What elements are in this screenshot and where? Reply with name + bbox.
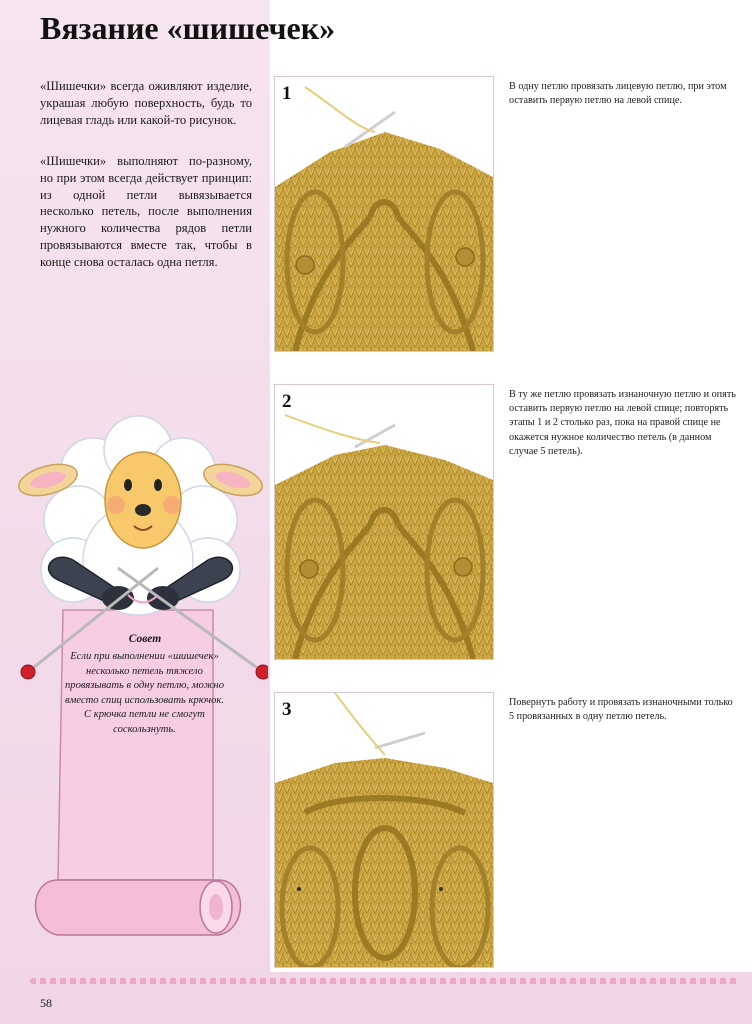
intro-paragraph-2: «Шишечки» выполняют по-разному, но при этом всегда действует принцип: из одной петли вывязывается несколько петель, после выполнения нужного количества рядов петли провязываются вместе так, чтобы в конце снова осталась одна петля. <box>40 154 252 269</box>
step-1-photo <box>274 76 494 352</box>
step-3-photo <box>274 692 494 968</box>
step-1-number: 1 <box>282 83 292 104</box>
page-number: 58 <box>40 996 52 1010</box>
tip-text: Если при выполнении «шишечек» несколько петель тяжело провязывать в одну петлю, можно вместо спиц использовать крючок. С крючка петли не смогут соскользнуть. <box>65 651 224 735</box>
step-3-number: 3 <box>282 699 292 720</box>
step-2-photo <box>274 384 494 660</box>
step-2-number: 2 <box>282 391 292 412</box>
step-2-text: В ту же петлю провязать изнаночную петлю и опять оставить первую петлю на левой спице; повторять этапы 1 и 2 столько раз, пока на правой спице не окажется нужное количество петель (в данном случае 5 петель). <box>509 389 736 457</box>
step-3-text: Повернуть работу и провязать изнаночными только 5 провязанных в одну петлю петель. <box>509 697 733 723</box>
tip-title: Совет <box>128 633 162 645</box>
step-1-text: В одну петлю провязать лицевую петлю, при этом оставить первую петлю на левой спице. <box>509 81 727 107</box>
intro-paragraph-1: «Шишечки» всегда оживляют изделие, украшая любую поверхность, будь то лицевая гладь или какой-то рисунок. <box>40 79 252 127</box>
page-title: Вязание «шишечек» <box>40 10 336 46</box>
footer-divider <box>30 978 738 984</box>
